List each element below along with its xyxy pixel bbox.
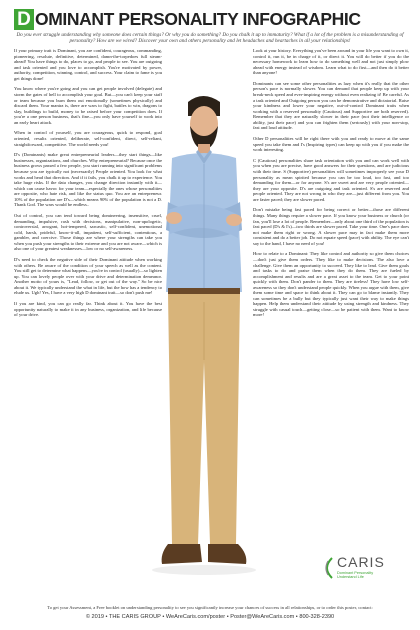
poster-title [14,8,406,30]
poster-subtitle: Do you ever struggle understanding why someone does certain things? Or why you do something? Do you chalk it up to immaturity? What if a lot of the problem is a misunderstanding of personality? How are we wired? Discover your own and others personality and let headaches and heartaches in all your relationships! [16,32,404,45]
left-paragraph-2: You know where you're going and you can get people involved (delegate) and storm the gates of hell to accomplish your goal. But—you can't keep your staff or team because you burn them out emotionally (sometimes physically) and discard them. Your mantra is, there are wars to fight, battles to win, dragons to slay, buildings to build, money to be raised before your competition does. If you're a one person business, that's fine—you only have yourself to work into an early heart attack. [14,86,162,125]
footer-website-link[interactable]: WeAreCaris.com/poster [165,614,226,620]
footer-copyright: © 2019 [85,614,104,620]
right-paragraph-4: C (Cautious) personalities share task orientation with you and can work well with you when you are precise, have good answers for their questions, and are judicious with their time. S (Supportive) personalities will sometimes improperly see your D personality as mean spirited because you can be too loud, too fast, and too demanding for them—or for anyone. S's are sweet and are very people oriented—they are your opposite. D's are outgoing and task oriented. S's are reserved and people oriented. They are not wrong in who they are—just different from you. You are faster paced; they are slower paced. [253,157,409,202]
footer-phone: 800-328-2390 [299,614,335,620]
logo-tagline [337,571,373,580]
title-text: OMINANT PERSONALITY INFOGRAPHIC [35,8,361,29]
footer-company: THE CARIS GROUP [108,614,161,620]
left-paragraph-5: Out of control, you can tend toward being domineering, insensitive, cruel, demanding, impulsive, rash with decisions, manipulative, non-apologetic, controversial, arrogant, hot-tempered, sarcastic, self-confident, unemotional cold, harsh, prideful, know-it-all, impatient, self-sufficient, contentious, a gambler, and coercive. Those things are where your strengths can take you when you push your strengths to their extreme and you are not aware—which is also one of your greatest weaknesses—low or no self-awareness. [14,212,162,252]
footer-separator: • [226,614,229,620]
footer-email-link[interactable]: Poster@WeAreCaris.com [230,614,295,620]
caris-logo-icon [322,556,334,580]
right-column [253,48,409,323]
logo-wordmark: CARIS [337,554,385,570]
footer-separator: • [295,614,298,620]
caris-logo [322,554,402,584]
logo-tagline-line-1: Dominant Personality [337,571,374,575]
right-paragraph-1: Look at your history. Everything you've been around in your life you want to own it, control it, run it, be in charge of it, or direct it. You will do better if you do the necessary homework to learn how to do something well and not just simply plow ahead with energy instead of wisdom. Learn what to do first—and then do it better than anyone! [253,48,409,76]
footer-separator: • [162,614,165,620]
left-paragraph-6: D's need to check the negative side of their Dominant attitude when working with others. Be aware of the condition of your speech as well as the content. You still get to determine what happens—you're in control (usually)—so lighten up. You can lovely people over with your drive and determination demeanor. Another motto of yours is, "Lead, follow, or get out of the way." So be nice about it. We typically understand the what in life, but the how has a tendency to elude us. Ugh! Yes, I have a very high D dominant trait—so don't push me! [14,256,162,296]
right-paragraph-2: Dominants can see some other personalities as lazy when it's really that the other person's pace is normally slower. You can demand that people keep up with your break-neck speed and ever-inspiring energy without even realizing it! Be careful. As a task oriented and Outgoing person you can be demonstrative and dictatorial. Raise your kindness and lower your negative, out-of-control Dominant traits when working with a reserved personality (Cautious) and Supportive are both reserved). Remember that they are naturally slower in their pace (not their intelligence or ability, just their pace) and you can frighten them (seriously) with your non-stop, fast and loud attitude. [253,80,409,131]
footer-separator: • [105,614,108,620]
left-paragraph-3: When in control of yourself, you are courageous, quick to respond, goal oriented, results oriented, deliberate, self-confident, direct, self-reliant, straightforward, competitive. The world needs you! [14,130,162,147]
right-paragraph-6: How to relate to a Dominant: They like control and authority so give them choices—don't just give them orders. They like to make decisions. The also love a challenge. Give them an opportunity to succeed. They like to lead. Give them goals and tasks to do and praise them when they do them. They are fueled by accomplishment and results and are a great asset to the team. Get to your point quickly with them. Don't pander to them. They are tireless! They have low self-awareness so they don't understand people quickly. When you argue with them, give them some time and space to think about it. They can go to blame instantly. They can sometimes be a bully but they typically just want their way to make things happen. Help them understand their attitude by using strength and kindness. They struggle with casual touch—getting close—so be patient with them. Want to know more! [253,251,409,318]
footer-contact-bar [14,614,406,620]
title-initial: D [14,9,34,30]
left-paragraph-1: If your primary trait is Dominant, you are confident, courageous, commanding, pioneering, resolute, definitive, determined, damn-the-torpedoes full steam-ahead! You have things to do, places to go, and people to see. You are outgoing and task oriented and you love to accomplish. You're motivated by power, authority, competition, winning, control, and success. Your claim to fame is you get things done! [14,48,162,81]
footer-note: To get your Assessment, a Free booklet on understanding personality to see you significantly increase your chances of success in all relationships, or to order this poster, contact: [47,605,373,610]
right-paragraph-3: Other D personalities will be right there with you and ready to move at the same speed you take them and I's (Inspiring types) can keep up with you if you make the work interesting. [253,136,409,153]
left-paragraph-4: D's (Dominants) make great entrepreneurial leaders—they start things—like businesses, organizations, and churches. Why entrepreneurial? Because once the business grows passed a few people, you start running into significant problems because you are typically not (necessarily) People oriented. You look for what works and head that direction. And if it fails, you chalk it up to experience. You take huge risks. If the data changes, you change direction instantly with it—which can cause havoc for your team—especially the ones whose personalities are opposite, who hate risk, and like the status quo. You are an entrepreneur. 10% of the population are D's—which means 90% of the population is not a D. Thank God. The wars would be endless.. [14,152,162,208]
left-paragraph-7: If you are kind, you can go really far. Think about it. You have the best opportunity naturally to make it in any business, organization, and life because of your drive. [14,301,162,318]
right-paragraph-5: Don't mistake being fast paced for being correct or better—those are different things. Many things require a slower pace. If you know your business or church (or fan, you'll lose a lot of people. Remember—only about one third of the population is fast paced (D's & I's)—two thirds are slower paced. Take your time. One's pace does not make them right or wrong. A slower pace may in fact make them more consistent and do a better job. Do not equate speed (pace) with ability. The eye can't say to the hand, I have no need of you! [253,207,409,246]
logo-tagline-line-2: Understand Life [337,575,364,580]
